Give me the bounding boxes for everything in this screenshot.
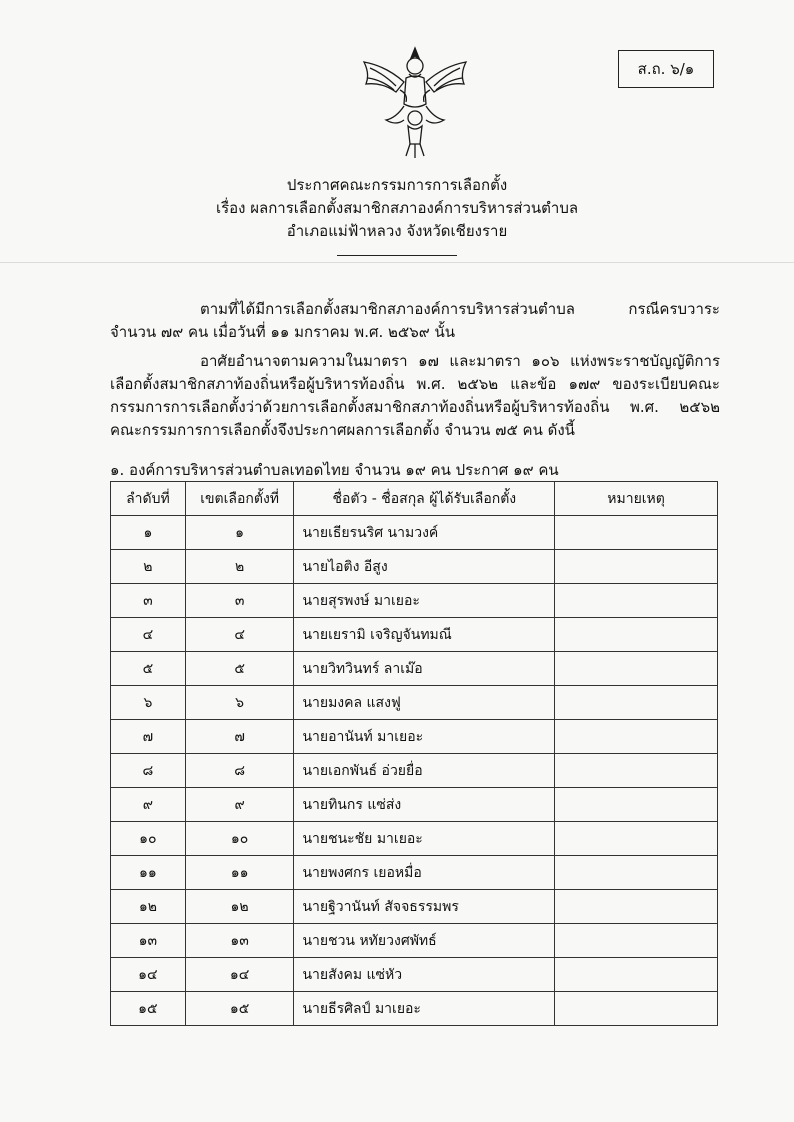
cell-order: ๖ (111, 686, 186, 720)
table-row (111, 584, 718, 618)
table-row (111, 618, 718, 652)
cell-note (555, 584, 718, 618)
cell-note (555, 550, 718, 584)
cell-note (555, 652, 718, 686)
cell-note (555, 856, 718, 890)
cell-name: นายพงศกร เยอหมื่อ (294, 856, 555, 890)
table-row (111, 754, 718, 788)
cell-order: ๑๑ (111, 856, 186, 890)
cell-order: ๑๒ (111, 890, 186, 924)
cell-order: ๒ (111, 550, 186, 584)
form-code-box: ส.ถ. ๖/๑ (618, 50, 714, 88)
table-row (111, 992, 718, 1026)
cell-order: ๘ (111, 754, 186, 788)
announcement-subject: เรื่อง ผลการเลือกตั้งสมาชิกสภาองค์การบริหารส่วนตำบล (215, 199, 579, 217)
cell-name: นายฐิวานันท์ สัจจธรรมพร (294, 890, 555, 924)
cell-district: ๑๐ (185, 822, 294, 856)
cell-district: ๘ (185, 754, 294, 788)
cell-name: นายเยรามิ เจริญจันทมณี (294, 618, 555, 652)
cell-order: ๑๓ (111, 924, 186, 958)
cell-note (555, 618, 718, 652)
cell-order: ๑๔ (111, 958, 186, 992)
cell-district: ๙ (185, 788, 294, 822)
cell-order: ๑๕ (111, 992, 186, 1026)
cell-name: นายไอติง อีสูง (294, 550, 555, 584)
cell-name: นายสุรพงษ์ มาเยอะ (294, 584, 555, 618)
cell-district: ๑ (185, 516, 294, 550)
cell-district: ๔ (185, 618, 294, 652)
table-header-row (111, 482, 718, 516)
cell-order: ๔ (111, 618, 186, 652)
table-row (111, 516, 718, 550)
cell-note (555, 890, 718, 924)
table-row (111, 720, 718, 754)
table-row (111, 958, 718, 992)
header-name: ชื่อตัว - ชื่อสกุล ผู้ได้รับเลือกตั้ง (294, 482, 555, 516)
cell-district: ๑๕ (185, 992, 294, 1026)
cell-note (555, 686, 718, 720)
table-row (111, 788, 718, 822)
cell-district: ๑๔ (185, 958, 294, 992)
cell-district: ๒ (185, 550, 294, 584)
cell-order: ๗ (111, 720, 186, 754)
announcement-title: ประกาศคณะกรรมการการเลือกตั้ง (286, 176, 508, 194)
cell-note (555, 754, 718, 788)
cell-district: ๓ (185, 584, 294, 618)
cell-name: นายชวน หทัยวงศพัทธ์ (294, 924, 555, 958)
cell-district: ๖ (185, 686, 294, 720)
table-row (111, 890, 718, 924)
cell-district: ๑๓ (185, 924, 294, 958)
cell-name: นายธีรศิลป์ มาเยอะ (294, 992, 555, 1026)
cell-district: ๑๒ (185, 890, 294, 924)
header-district: เขตเลือกตั้งที่ (185, 482, 294, 516)
cell-name: นายสังคม แซ่หัว (294, 958, 555, 992)
cell-note (555, 788, 718, 822)
table-row (111, 856, 718, 890)
cell-name: นายวิทวินทร์ ลาเม๊อ (294, 652, 555, 686)
cell-name: นายเธียรนริศ นามวงค์ (294, 516, 555, 550)
cell-name: นายอานันท์ มาเยอะ (294, 720, 555, 754)
announcement-header (0, 174, 794, 256)
cell-name: นายชนะชัย มาเยอะ (294, 822, 555, 856)
section-title: ๑. องค์การบริหารส่วนตำบลเทอดไทย จำนวน ๑๙ คน ประกาศ ๑๙ คน (110, 461, 559, 479)
cell-name: นายทินกร แซ่ส่ง (294, 788, 555, 822)
cell-district: ๗ (185, 720, 294, 754)
cell-note (555, 992, 718, 1026)
cell-order: ๙ (111, 788, 186, 822)
announcement-location: อำเภอแม่ฟ้าหลวง จังหวัดเชียงราย (286, 222, 508, 240)
cell-district: ๑๑ (185, 856, 294, 890)
header-note: หมายเหตุ (555, 482, 718, 516)
cell-note (555, 720, 718, 754)
cell-note (555, 958, 718, 992)
cell-order: ๕ (111, 652, 186, 686)
header-order: ลำดับที่ (111, 482, 186, 516)
table-row (111, 652, 718, 686)
cell-order: ๓ (111, 584, 186, 618)
table-row (111, 822, 718, 856)
cell-name: นายมงคล แสงฟู (294, 686, 555, 720)
cell-district: ๕ (185, 652, 294, 686)
table-row (111, 686, 718, 720)
cell-order: ๑๐ (111, 822, 186, 856)
cell-order: ๑ (111, 516, 186, 550)
header-divider (337, 255, 457, 256)
garuda-emblem-icon (356, 44, 474, 162)
paragraph-election-info: ตามที่ได้มีการเลือกตั้งสมาชิกสภาองค์การบริหารส่วนตำบล กรณีครบวาระ จำนวน ๗๙ คน เมื่อวันที่ ๑๑ มกราคม พ.ศ. ๒๕๖๙ นั้น (110, 300, 720, 341)
page-fold-line (0, 262, 794, 263)
table-row (111, 550, 718, 584)
cell-note (555, 822, 718, 856)
cell-note (555, 924, 718, 958)
paragraph-legal-basis: อาศัยอำนาจตามความในมาตรา ๑๗ และมาตรา ๑๐๖ แห่งพระราชบัญญัติการเลือกตั้งสมาชิกสภาท้องถิ่นหรือผู้บริหารท้องถิ่น พ.ศ. ๒๕๖๒ และข้อ ๑๗๙ ของระเบียบคณะกรรมการการเลือกตั้งว่าด้วยการเลือกตั้งสมาชิกสภาท้องถิ่นหรือผู้บริหารท้องถิ่น พ.ศ. ๒๕๖๒ คณะกรรมการการเลือกตั้งจึงประกาศผลการเลือกตั้ง จำนวน ๗๕ คน ดังนี้ (110, 352, 720, 439)
results-table (110, 481, 718, 1026)
cell-note (555, 516, 718, 550)
cell-name: นายเอกพันธ์ อ่วยยื่อ (294, 754, 555, 788)
table-row (111, 924, 718, 958)
